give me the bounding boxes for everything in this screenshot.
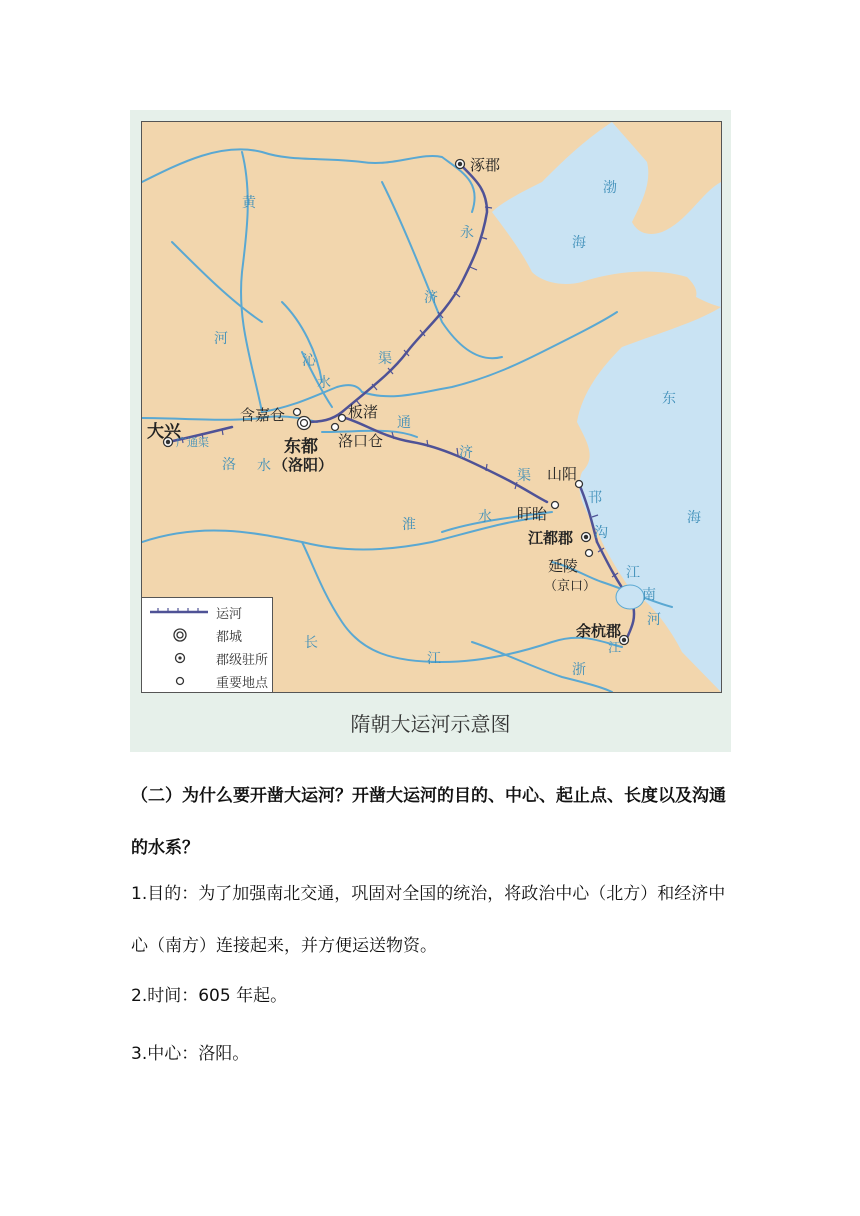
hanjiacang-marker <box>294 409 301 416</box>
legend-row-commandery <box>150 647 270 669</box>
water-shui1: 水 <box>317 375 331 391</box>
label-dongdu: 东都 <box>284 437 318 457</box>
water-hai2: 海 <box>687 510 701 526</box>
label-yanling: 延陵 <box>548 557 579 575</box>
water-gou: 沟 <box>594 525 608 541</box>
water-qin: 沁 <box>302 353 316 369</box>
water-chang: 长 <box>304 635 318 651</box>
label-luoyang: （洛阳） <box>273 456 334 474</box>
legend-row-capital <box>150 624 270 646</box>
dongdu-marker-inner <box>301 420 308 427</box>
water-tong: 通 <box>397 415 411 431</box>
legend-label-place: 重要地点 <box>216 676 269 691</box>
important-place-icon <box>150 674 210 688</box>
water-huang: 黄 <box>242 195 256 211</box>
legend-row-place <box>150 670 270 692</box>
label-yuhangjun: 余杭郡 <box>576 622 622 640</box>
water-he: 河 <box>214 331 228 347</box>
legend-row-canal <box>150 601 270 623</box>
paragraph-center: 3.中心：洛阳。 <box>131 1044 250 1064</box>
xuyi-marker <box>552 502 559 509</box>
water-ji1: 济 <box>424 290 438 306</box>
banzhu-marker <box>339 415 346 422</box>
question-heading <box>131 770 741 874</box>
commandery-seat-icon <box>150 651 210 665</box>
water-jiang3: 江 <box>427 651 441 667</box>
water-huai: 淮 <box>402 517 416 533</box>
label-hanjiacang: 含嘉仓 <box>240 406 286 424</box>
water-dong: 东 <box>662 391 676 407</box>
yongji-canal <box>305 164 487 422</box>
water-qu2: 渠 <box>517 468 531 484</box>
water-ji2: 济 <box>459 445 473 461</box>
label-daxing: 大兴 <box>147 422 181 442</box>
map-figure <box>130 110 731 752</box>
water-shui3: 水 <box>478 509 492 525</box>
paragraph-purpose-line1: 1.目的：为了加强南北交通，巩固对全国的统治，将政治中心（北方）和经济中 <box>131 884 726 904</box>
water-han: 邗 <box>588 490 602 506</box>
legend-label-canal: 运河 <box>216 607 243 622</box>
water-jiang2: 江 <box>608 641 622 656</box>
capital-city-icon <box>150 628 210 642</box>
label-jiangdujun: 江都郡 <box>528 529 574 547</box>
water-he2: 河 <box>647 612 661 628</box>
water-nan: 南 <box>642 587 656 603</box>
label-zhuojun: 涿郡 <box>470 156 501 174</box>
paragraph-purpose-line2: 心（南方）连接起来，并方便运送物资。 <box>131 936 437 956</box>
legend-label-capital: 都城 <box>216 630 243 645</box>
legend-label-commandery: 郡级驻所 <box>216 653 269 668</box>
label-luokoucang: 洛口仓 <box>338 432 384 450</box>
water-guangtongqu: 广通渠 <box>176 436 209 449</box>
label-banzhu: 板渚 <box>348 403 379 421</box>
sui-grand-canal-map <box>141 121 722 693</box>
map-caption: 隋朝大运河示意图 <box>350 712 511 736</box>
label-jingkou: （京口） <box>544 579 597 594</box>
question-heading-line1: （二）为什么要开凿大运河？开凿大运河的目的、中心、起止点、长度以及沟通 <box>131 786 726 806</box>
canal-line-icon <box>150 605 210 619</box>
water-zhe: 浙 <box>572 662 586 678</box>
paragraph-time: 2.时间：605 年起。 <box>131 986 288 1006</box>
water-luo: 洛 <box>222 457 236 473</box>
water-shui2: 水 <box>257 458 271 474</box>
water-yong: 永 <box>460 225 474 241</box>
water-bo: 渤 <box>603 180 617 196</box>
label-xuyi: 盱眙 <box>517 505 548 523</box>
taihu-lake <box>616 585 644 609</box>
yanling-marker <box>586 550 593 557</box>
label-shanyang: 山阳 <box>547 465 578 483</box>
water-jiang1: 江 <box>626 565 640 581</box>
map-legend <box>142 597 273 693</box>
question-heading-line2: 的水系？ <box>131 838 199 858</box>
paragraph-purpose <box>131 868 741 972</box>
water-qu1: 渠 <box>378 351 392 367</box>
water-hai1: 海 <box>572 235 586 251</box>
